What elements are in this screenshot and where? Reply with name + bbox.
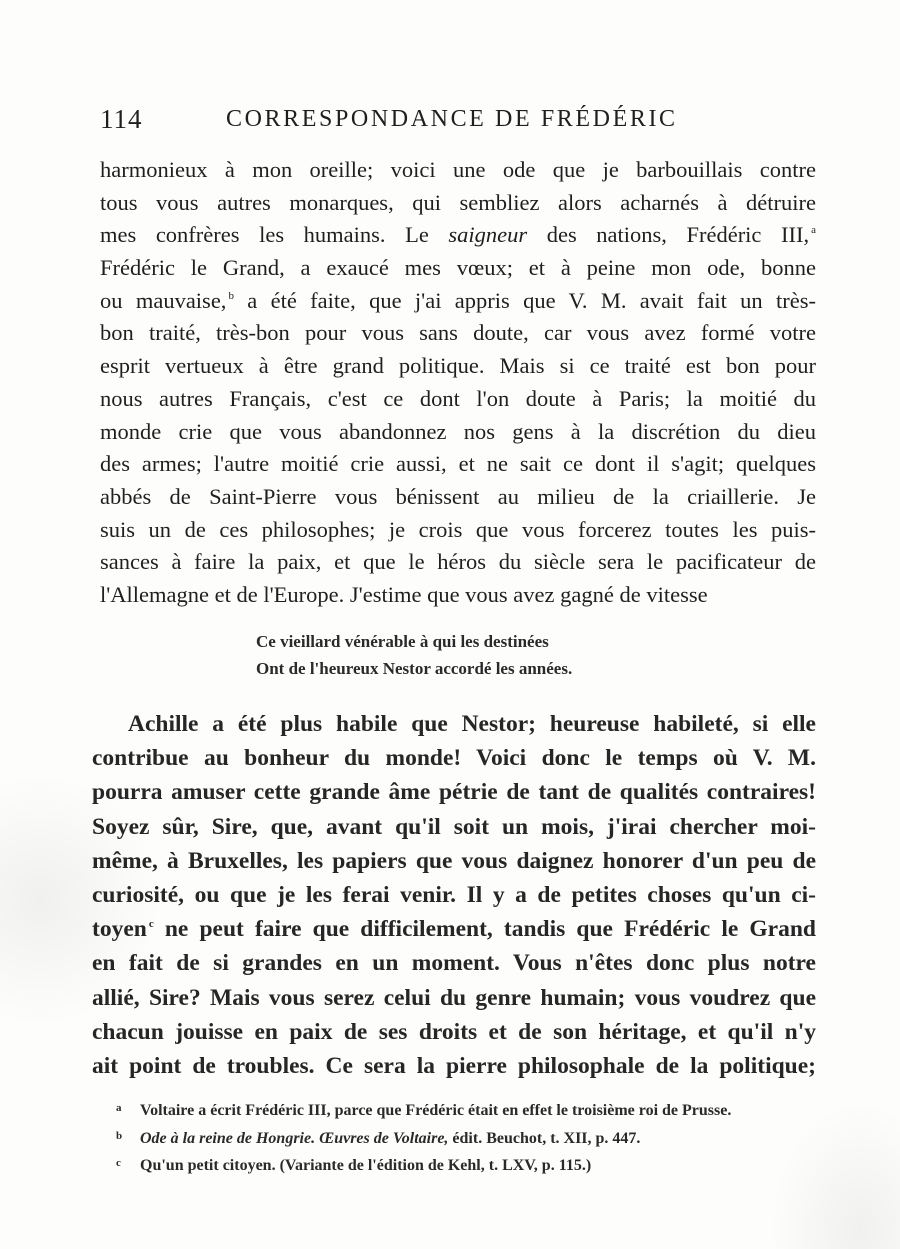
- text-line: pourra amuser cette grande âme pétrie de tant de qualités contraires!: [92, 779, 816, 806]
- footnote-mark: b: [116, 1129, 123, 1142]
- text-line: chacun jouisse en paix de ses droits et de son héritage, et qu'il n'y: [92, 1018, 816, 1045]
- text-line: Soyez sûr, Sire, que, avant qu'il soit un mois, j'irai chercher moi-: [92, 813, 816, 840]
- text-line: allié, Sire? Mais vous serez celui du genre humain; vous voudrez que: [92, 984, 816, 1011]
- text-line: [92, 912, 816, 946]
- text-line: en fait de si grandes en un moment. Vous n'êtes donc plus notre: [92, 950, 816, 977]
- text-line: bon traité, très-bon pour vous sans doute, car vous avez formé votre: [100, 320, 816, 346]
- page-header: [100, 104, 820, 140]
- footnote-text: édit. Beuchot, t. XII, p. 447.: [448, 1129, 641, 1147]
- text-line: nous autres Français, c'est ce dont l'on doute à Paris; la moitié du: [100, 385, 816, 411]
- text-fragment: ne peut faire que difficilement, tandis que Frédéric le Grand: [153, 916, 816, 943]
- footnote-mark: a: [116, 1102, 122, 1114]
- text-line: esprit vertueux à être grand politique. Mais si ce traité est bon pour: [100, 353, 816, 379]
- footnote-text: Qu'un petit citoyen. (Variante de l'édition de Kehl, t. LXV, p. 115.): [140, 1157, 592, 1174]
- text-line: [100, 219, 816, 252]
- letter-paragraph-1: [100, 154, 816, 612]
- text-line: monde crie que vous abandonnez nos gens à la discrétion du dieu: [100, 418, 816, 444]
- footnote-mark: c: [116, 1157, 121, 1169]
- footnote-a: [116, 1096, 836, 1124]
- letter-paragraph-2: [92, 707, 816, 1083]
- footnote-reference: b: [228, 289, 234, 302]
- text-fragment: a été faite, que j'ai appris que V. M. avait fait un très-: [233, 287, 816, 313]
- verse-line: Ont de l'heureux Nestor accordé les années.: [256, 659, 573, 678]
- text-fragment: mes confrères les humains. Le: [100, 222, 449, 248]
- footnote-c: [116, 1151, 836, 1179]
- text-line: ait point de troubles. Ce sera la pierre philosophale de la politique;: [92, 1052, 816, 1079]
- text-line: suis un de ces philosophes; je crois que vous forcerez toutes les puis-: [100, 516, 816, 542]
- text-line: sances à faire la paix, et que le héros du siècle sera le pacificateur de: [100, 549, 816, 575]
- footnote-b: [116, 1124, 836, 1152]
- text-line: Frédéric le Grand, a exaucé mes vœux; et à peine mon ode, bonne: [100, 255, 816, 281]
- footnote-reference: c: [148, 918, 154, 931]
- footnote-italic-text: Ode à la reine de Hongrie. Œuvres de Voltaire,: [140, 1129, 449, 1147]
- text-line: contribue au bonheur du monde! Voici donc le temps où V. M.: [92, 745, 816, 772]
- text-line: [100, 285, 816, 318]
- text-line: curiosité, ou que je les ferai venir. Il y a de petites choses qu'un ci-: [92, 881, 816, 908]
- text-fragment: ou mauvaise,: [100, 287, 227, 313]
- text-fragment: des nations, Frédéric III,: [527, 222, 810, 248]
- verse-quotation: [256, 628, 676, 682]
- footnote-reference: a: [811, 224, 816, 237]
- text-fragment: toyen: [92, 916, 147, 943]
- text-line: même, à Bruxelles, les papiers que vous daignez honorer d'un peu de: [92, 847, 816, 874]
- footnotes: [116, 1096, 836, 1179]
- verse-line: Ce vieillard vénérable à qui les destinées: [256, 632, 549, 651]
- text-line: tous vous autres monarques, qui sembliez alors acharnés à détruire: [100, 189, 816, 215]
- text-line: des armes; l'autre moitié crie aussi, et ne sait ce dont il s'agit; quelques: [100, 451, 816, 477]
- running-title: CORRESPONDANCE DE FRÉDÉRIC: [226, 106, 678, 132]
- text-line: l'Allemagne et de l'Europe. J'estime que vous avez gagné de vitesse: [100, 581, 708, 607]
- italic-word: saigneur: [448, 222, 528, 248]
- text-line: abbés de Saint-Pierre vous bénissent au milieu de la criaillerie. Je: [100, 483, 816, 509]
- page-number: 114: [100, 104, 143, 134]
- text-line: harmonieux à mon oreille; voici une ode que je barbouillais contre: [100, 157, 816, 182]
- text-line: Achille a été plus habile que Nestor; heureuse habileté, si elle: [128, 711, 816, 737]
- footnote-text: Voltaire a écrit Frédéric III, parce que Frédéric était en effet le troisième roi de Prusse.: [140, 1102, 732, 1119]
